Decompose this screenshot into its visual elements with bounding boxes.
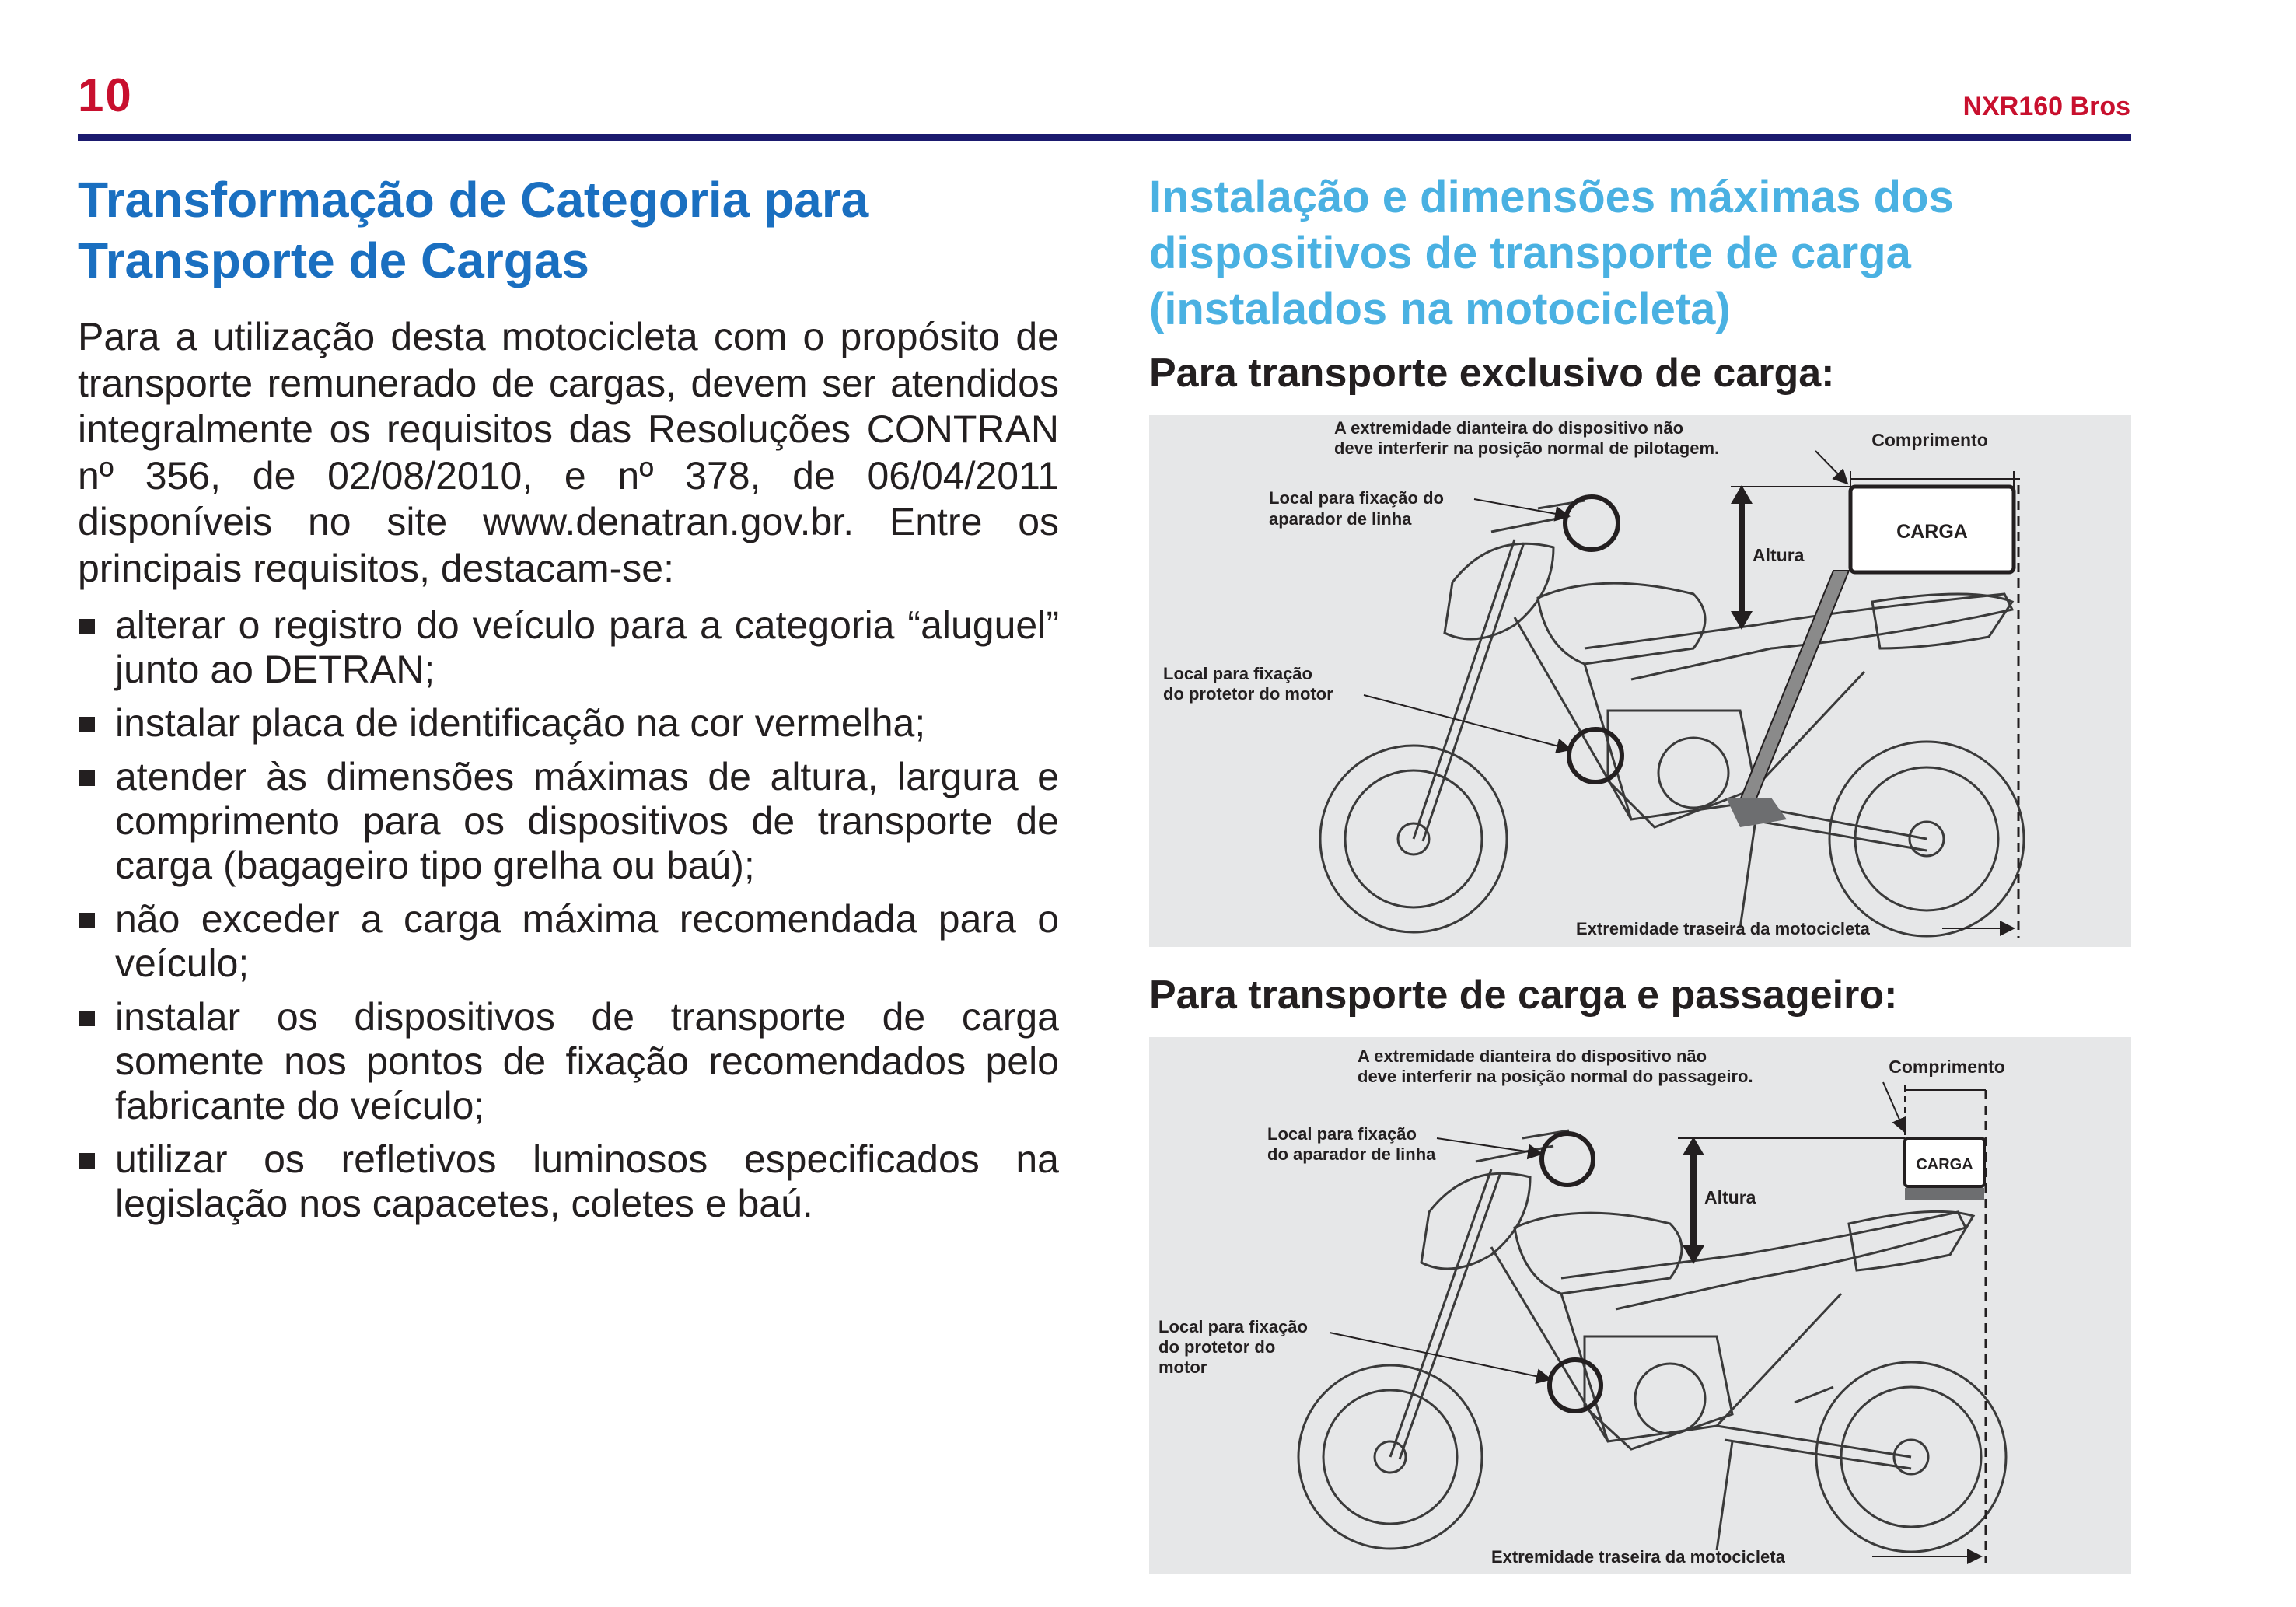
side-stand [1740,819,1756,928]
rear-end-label: Extremidade traseira da motocicleta [1576,919,1870,938]
motorcycle-drawing [1298,1130,2006,1552]
rear-fender [1849,1211,1973,1270]
line-guard-label-2: aparador de linha [1269,509,1412,529]
engine-guard-label-3: motor [1158,1357,1207,1377]
list-item [78,1137,1059,1226]
passenger-footpeg [1795,1387,1833,1403]
square-bullet-icon [79,770,95,786]
intro-paragraph: Para a utilização desta motocicleta com o propósito de transporte remunerado de cargas, devem ser atendidos integralmente os requisitos das Resoluções CONTRAN nº 356, de 02/08/2010, e nº 378, de 06/04/2011 disponíveis no site www.denatran.gov.br. Entre os principais requisitos, destacam-se: [78,315,1059,590]
cargo-label: CARGA [1916,1156,1973,1173]
figure-1-title: Para transporte exclusivo de carga: [1149,351,1835,396]
list-item-text: não exceder a carga máxima recomendada para o veículo; [115,896,1059,985]
line-guard-label-1: Local para fixação do [1269,488,1444,508]
square-bullet-icon [79,717,95,732]
line-guard-label-1: Local para fixação [1267,1124,1417,1144]
rear-fender [1872,594,2012,648]
engine-guard-label-1: Local para fixação [1163,664,1312,683]
cargo-passenger-diagram [1149,1037,2131,1574]
list-item [78,603,1059,692]
section-title [78,169,1059,291]
figure-cargo-only [1149,415,2131,947]
list-item-text: instalar placa de identificação na cor vermelha; [115,700,926,745]
frame [1491,1247,1841,1441]
square-bullet-icon [79,1011,95,1026]
engine-guard-label-2: do protetor do motor [1163,684,1333,704]
headlight-fairing [1421,1173,1530,1269]
height-label: Altura [1704,1187,1756,1207]
figure-2-title: Para transporte de carga e passageiro: [1149,973,1898,1018]
list-item [78,755,1059,888]
front-note-line-1: A extremidade dianteira do dispositivo não [1358,1046,1707,1066]
square-bullet-icon [79,619,95,634]
line-guard-label-2: do aparador de linha [1267,1144,1436,1164]
list-item [78,701,1059,746]
cargo-only-diagram [1149,415,2131,947]
figure-cargo-passenger [1149,1037,2131,1574]
right-column [1149,169,2131,1574]
cargo-label: CARGA [1896,521,1968,543]
front-note-line-2: deve interferir na posição normal do passageiro. [1358,1067,1753,1086]
seat [1561,1212,1966,1309]
engine-guard-label-1: Local para fixação [1158,1317,1308,1336]
list-item-text: atender às dimensões máximas de altura, largura e comprimento para os dispositivos de transporte de carga (bagageiro tipo grelha ou baú); [115,754,1059,887]
length-label: Comprimento [1889,1057,2005,1077]
fuel-tank [1538,583,1705,664]
front-note-line-2: deve interferir na posição normal de pilotagem. [1334,438,1720,458]
list-item-text: alterar o registro do veículo para a categoria “aluguel” junto ao DETRAN; [115,603,1059,691]
line-guard-mount-circle [1565,497,1618,550]
square-bullet-icon [79,913,95,928]
list-item [78,897,1059,986]
list-item-text: instalar os dispositivos de transporte de carga somente nos pontos de fixação recomendados pelo fabricante do veículo; [115,994,1059,1127]
requirements-list [78,603,1059,1226]
length-label: Comprimento [1871,430,1988,450]
side-stand [1717,1441,1732,1550]
section-title-line-1: Transformação de Categoria para [78,172,869,228]
swingarm [1717,1426,1911,1457]
list-item [78,995,1059,1128]
front-note-line-1: A extremidade dianteira do dispositivo não [1334,418,1684,438]
subsection-title: Instalação e dimensões máximas dos dispositivos de transporte de carga (instalados na motocicleta) [1149,172,1954,334]
height-label: Altura [1753,545,1805,565]
header-rule [78,134,2131,141]
carrier-support [1739,571,1849,804]
engine-guard-label-2: do protetor do [1158,1337,1276,1357]
left-column [78,169,1059,1235]
square-bullet-icon [79,1153,95,1169]
list-item-text: utilizar os refletivos luminosos especificados na legislação nos capacetes, coletes e baú. [115,1137,1059,1225]
model-name: NXR160 Bros [1962,92,2130,121]
page-number: 10 [78,69,133,121]
rear-end-label: Extremidade traseira da motocicleta [1491,1547,1785,1567]
headlight-fairing [1445,543,1553,639]
fuel-tank [1515,1213,1682,1294]
line-guard-mount-circle [1542,1134,1593,1185]
section-title-line-2: Transporte de Cargas [78,232,589,288]
